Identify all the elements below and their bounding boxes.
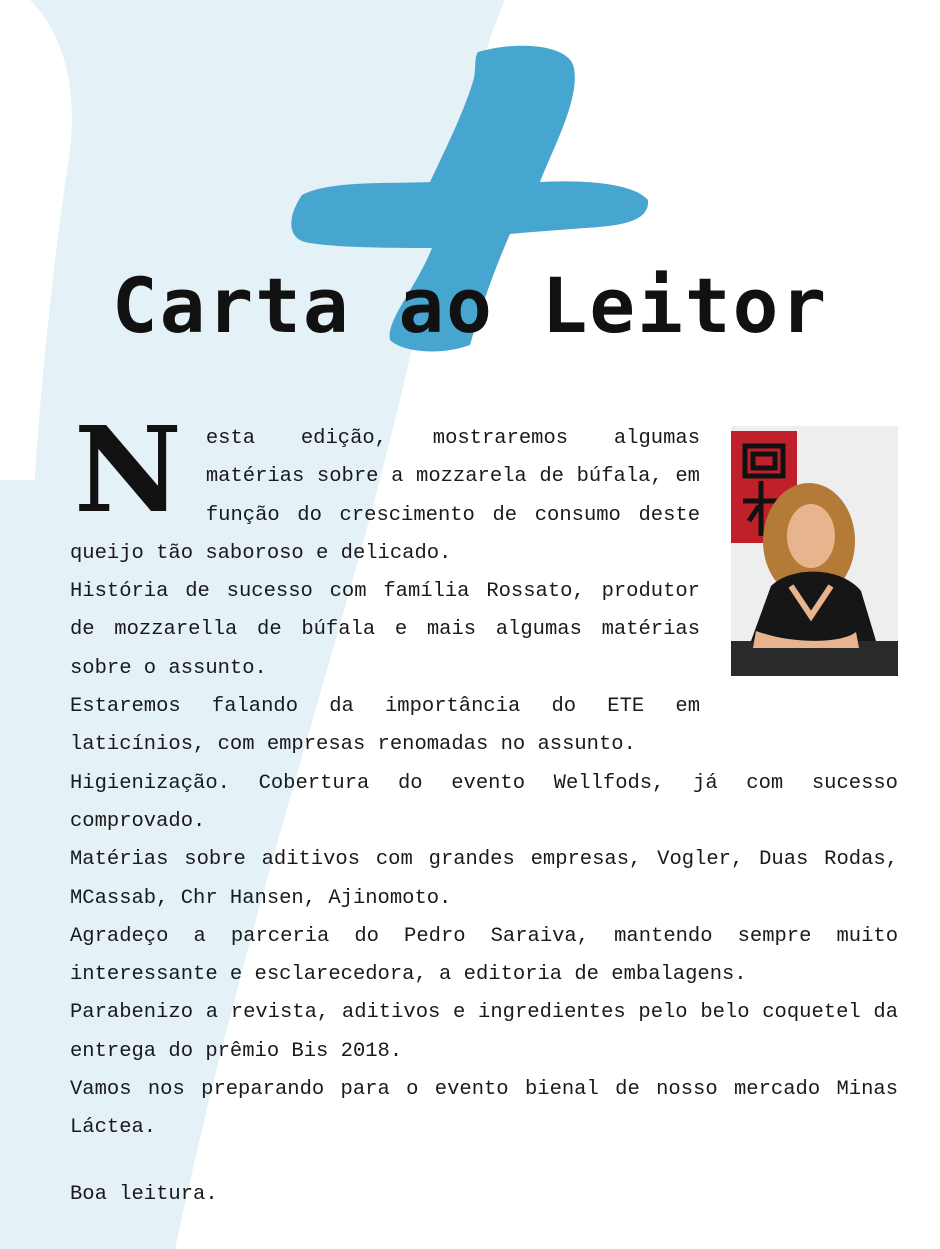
intro-paragraph: esta edição, mostraremos algumas matérias sobre a mozzarela de búfala, em função do crescimento de consumo deste queijo tão saboroso e delicado.	[70, 427, 700, 565]
paragraph-embalagens: Agradeço a parceria do Pedro Saraiva, mantendo sempre muito interessante e esclarecedora, a editoria de embalagens.	[70, 924, 898, 987]
paragraph-ete: Estaremos falando da importância do ETE em laticínios, com empresas renomadas no assunto.	[70, 695, 700, 757]
paragraph-minas-lactea: Vamos nos preparando para o evento bienal de nosso mercado Minas Láctea.	[70, 1078, 898, 1140]
letter-body	[70, 400, 898, 1148]
page-title: Carta ao Leitor	[111, 261, 829, 350]
drop-cap: N	[74, 400, 182, 539]
signoff: Boa leitura.	[70, 1183, 218, 1206]
paragraph-aditivos: Matérias sobre aditivos com grandes empresas, Vogler, Duas Rodas, MCassab, Chr Hansen, Ajinomoto.	[70, 848, 898, 910]
paragraph-rossato: História de sucesso com família Rossato, produtor de mozzarella de búfala e mais algumas matérias sobre o assunto.	[70, 580, 700, 680]
intro-block	[70, 400, 700, 573]
paragraph-premio: Parabenizo a revista, aditivos e ingredientes pelo belo coquetel da entrega do prêmio Bis 2018.	[70, 1001, 898, 1063]
paragraph-higienizacao: Higienização. Cobertura do evento Wellfods, já com sucesso comprovado.	[70, 771, 898, 833]
